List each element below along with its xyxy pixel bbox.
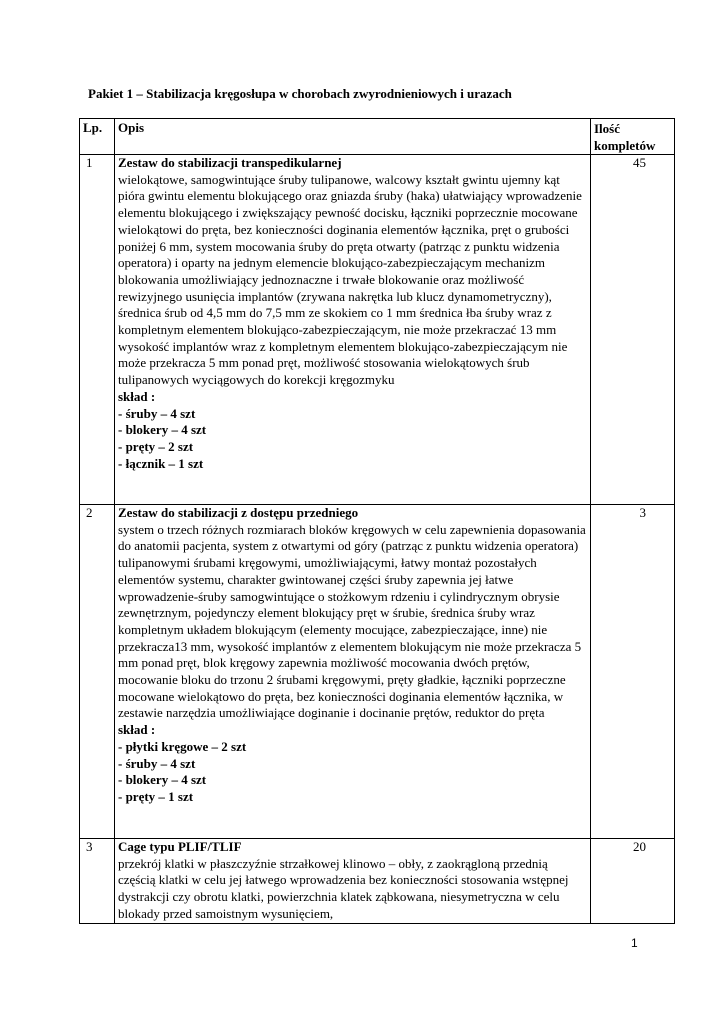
row-number: 1 [80,155,115,505]
row-description [115,155,591,505]
table-row [80,839,675,924]
component-item: - pręty – 1 szt [118,788,194,804]
table-row [80,155,675,505]
item-description: system o trzech różnych rozmiarach bloków kręgowych w celu zapewnienia dopasowania do anatomii pacjenta, system z otwartymi od góry (patrząc z punktu widzenia operatora) tulipanowymi śrubami kręgowymi, umożliwiającymi, łatwy montaż pozostałych elementów systemu, charakter gwintowanej części śruby zapewnia jej łatwe wprowadzenie-śruby samogwintujące o stożkowym rdzeniu i cylindrycznym obrysie zewnętrznym, pojedynczy element blokujący pręt w śrubie, średnica śruby wraz kompletnym układem blokującym (elementy mocujące, zabezpieczające, inne) nie przekracza13 mm, wysokość implantów z elementem blokującym nie może przekracza 5 mm ponad pręt, blok kręgowy zapewnia możliwość mocowania dwóch prętów, mocowanie bloku do trzonu 2 śrubami kręgowymi, pręty gładkie, łączniki poprzeczne mocowane wielokątowo do pręta, bez konieczności doginania elementów łącznika, w zestawie narzędzia umożliwiające doginanie i docinanie prętów, reduktor do pręta [118,521,586,721]
composition-label: skład : [118,722,156,738]
item-description: wielokątowe, samogwintujące śruby tulipanowe, walcowy kształt gwintu ujemny kąt pióra gwintu elementu blokującego oraz gniazda śruby (haka) ułatwiający wprowadzenie elementu blokującego i zwiększający pewność docisku, łączniki poprzecznie mocowane wielokątowi do pręta, bez konieczności doginania elementów łącznika, pręt o grubości poniżej 6 mm, system mocowania śruby do pręta otwarty (patrząc z punktu widzenia operatora) i oparty na jednym elemencie blokująco-zabezpieczającym mechanizm blokowania umożliwiający jednoznaczne i trwałe blokowanie oraz możliwość rewizyjnego usunięcia implantów (zrywana nakrętka lub klucz dynamometryczny), średnica śrub od 4,5 mm do 7,5 mm ze skokiem co 1 mm średnica łba śruby wraz z kompletnym elementem blokująco-zabezpieczającym, nie może przekraczać 13 mm wysokość implantów wraz z kompletnym elementem blokująco-zabezpieczającym nie może przekracza 5 mm ponad pręt, możliwość stosowania wielokątowych śrub tulipanowych wyciągowych do korekcji kręgozmyku [118,171,582,388]
table-row [80,505,675,839]
component-item: - blokery – 4 szt [118,422,207,438]
component-item: - pręty – 2 szt [118,438,194,454]
header-quantity-line2: kompletów [594,138,656,153]
component-item: - śruby – 4 szt [118,755,196,771]
header-opis: Opis [115,119,591,155]
component-item: - łącznik – 1 szt [118,455,204,471]
item-title: Zestaw do stabilizacji z dostępu przedniego [118,505,359,520]
specification-table [79,118,675,924]
page-title: Pakiet 1 – Stabilizacja kręgosłupa w chorobach zwyrodnieniowych i urazach [88,86,512,101]
row-description [115,505,591,839]
composition-label: skład : [118,388,156,404]
header-lp: Lp. [80,119,115,155]
row-number: 3 [80,839,115,924]
component-item: - śruby – 4 szt [118,405,196,421]
item-title: Cage typu PLIF/TLIF [118,839,242,854]
row-quantity: 3 [591,505,675,839]
table-header-row [80,119,675,155]
item-title: Zestaw do stabilizacji transpedikularnej [118,155,342,170]
item-description: przekrój klatki w płaszczyźnie strzałkowej klinowo – obły, z zaokrągloną przednią częścią klatki w celu jej łatwego wprowadzenia bez konieczności stosowania wstępnej dystrakcji czy obrotu klatki, powierzchnia klatek ząbkowana, niesymetryczna w celu blokady przed samoistnym wysunięciem, [118,855,569,921]
component-item: - płytki kręgowe – 2 szt [118,738,247,754]
header-quantity-line1: Ilość [594,121,620,136]
component-item: - blokery – 4 szt [118,772,207,788]
row-quantity: 20 [591,839,675,924]
header-quantity [591,119,675,155]
row-description [115,839,591,924]
row-quantity: 45 [591,155,675,505]
page-number: 1 [631,936,638,950]
row-number: 2 [80,505,115,839]
